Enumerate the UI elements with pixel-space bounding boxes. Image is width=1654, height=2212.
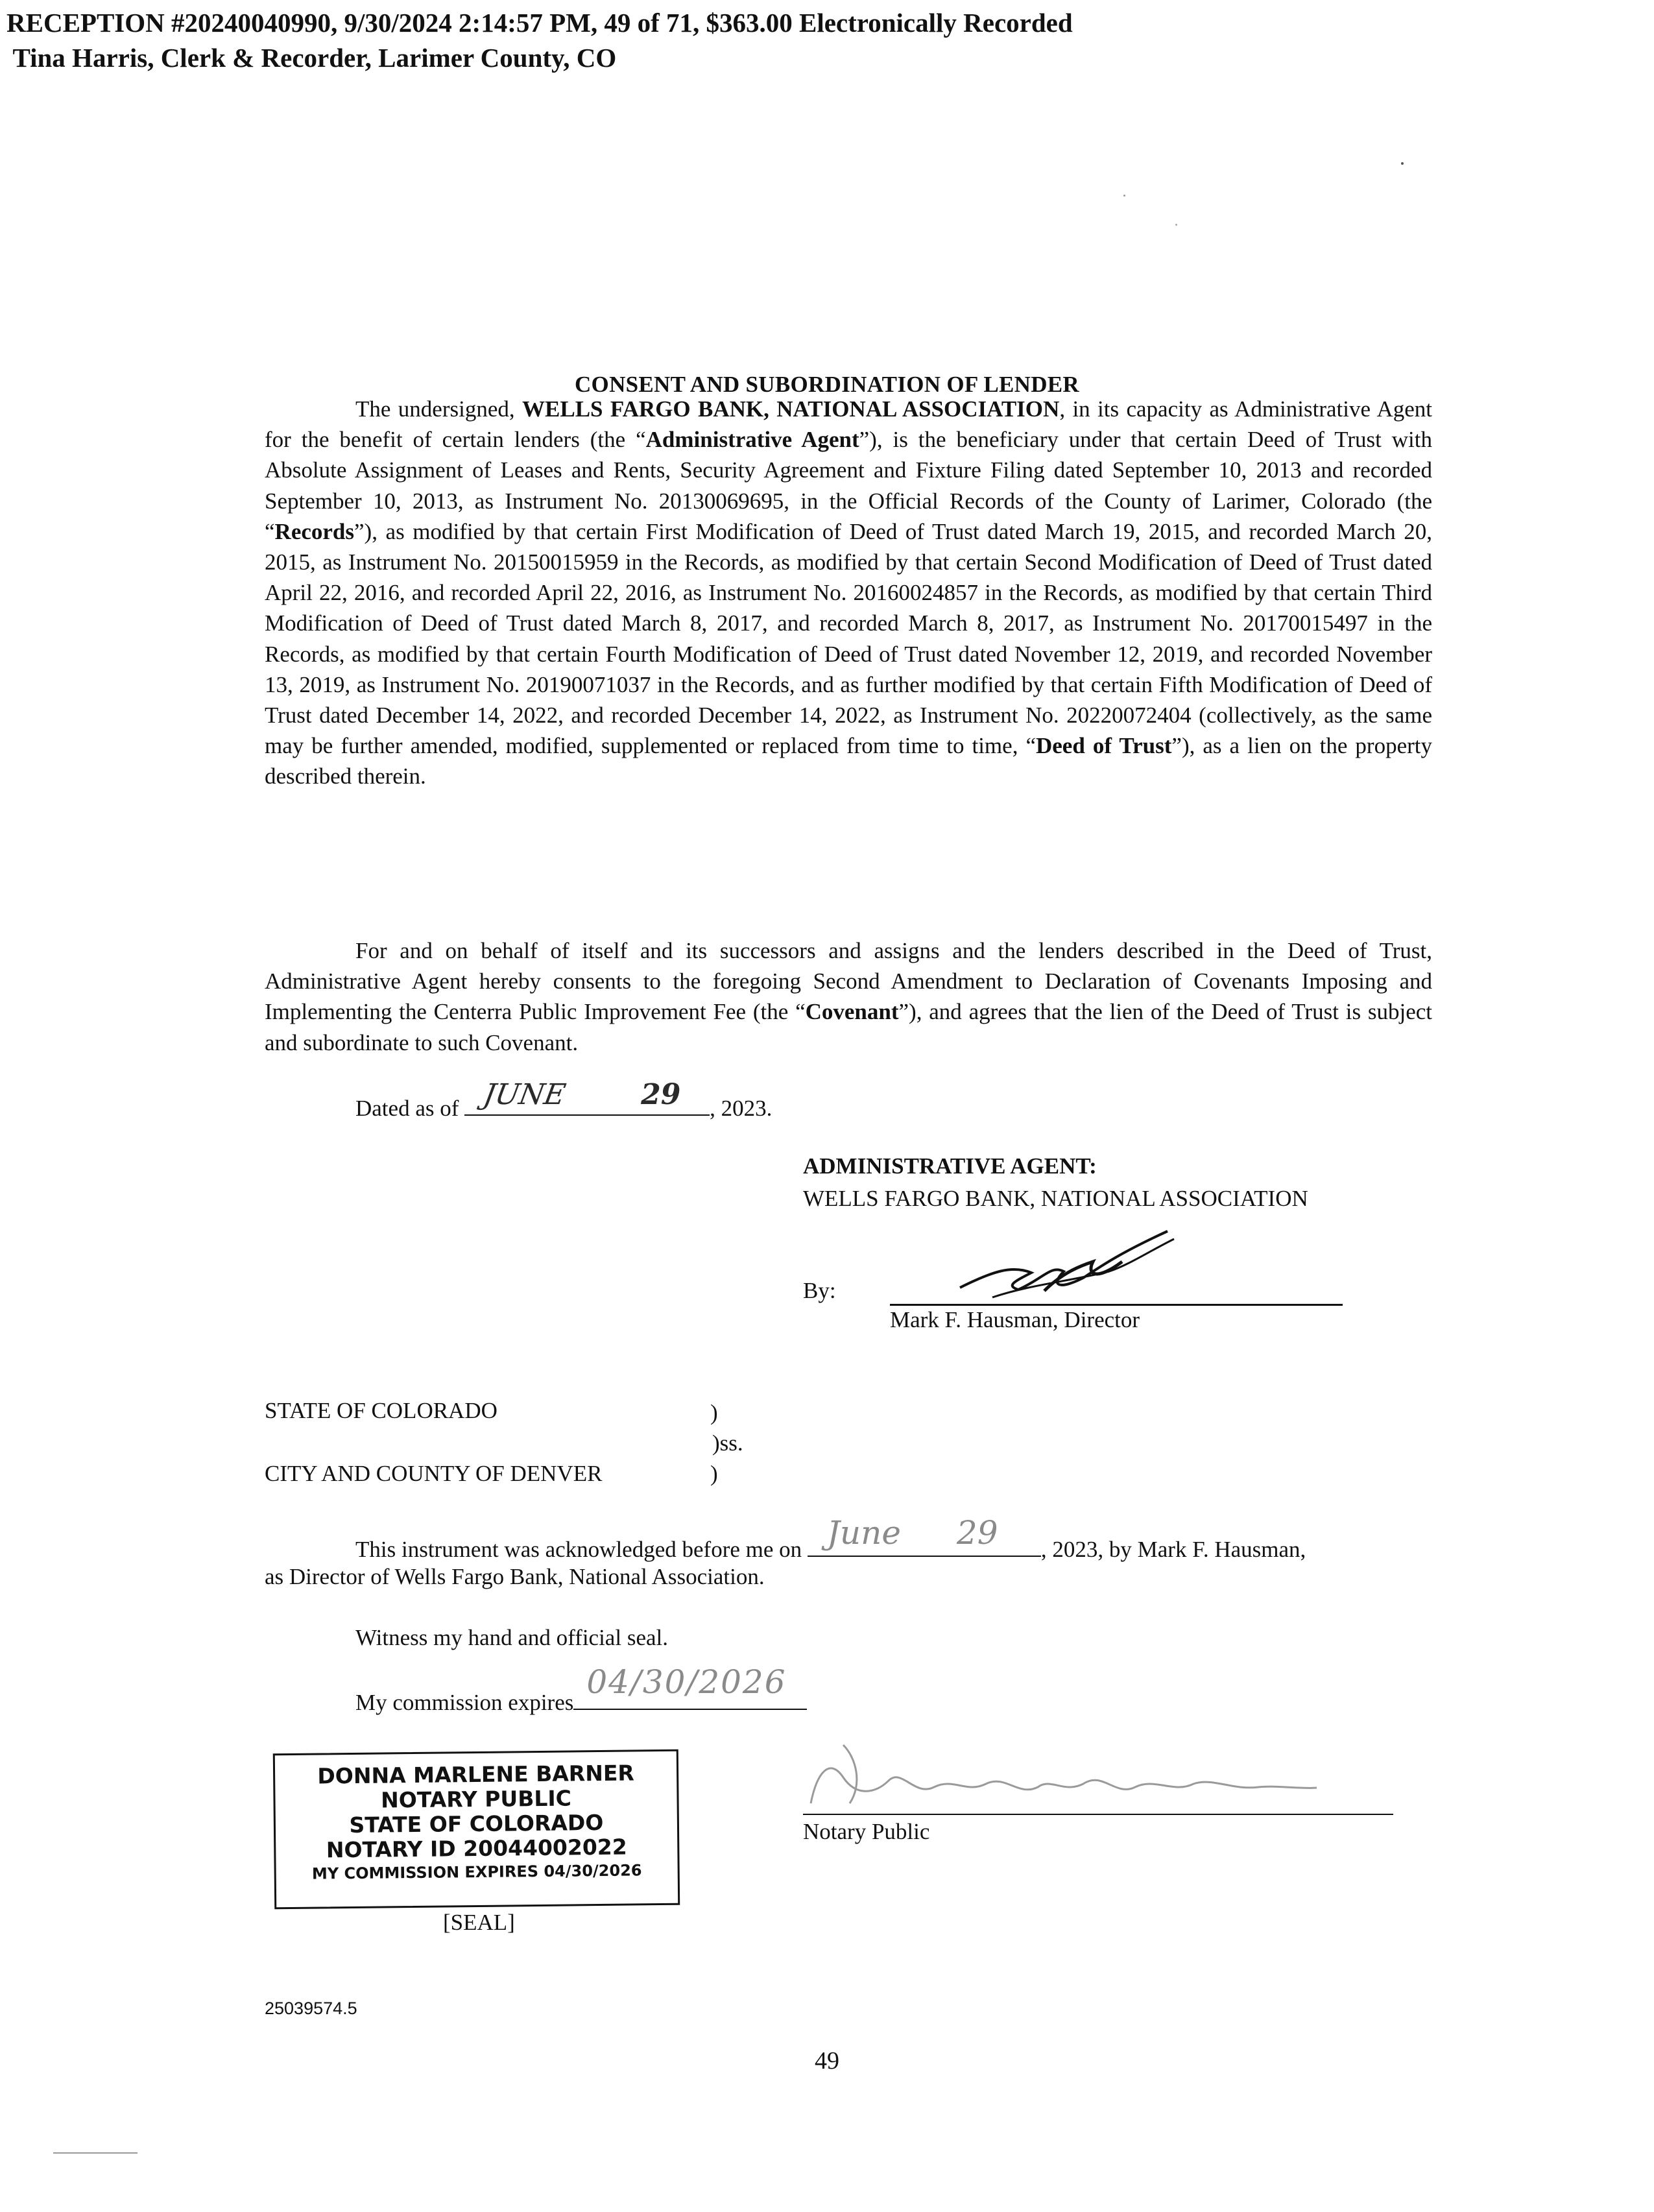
paragraph-text: ”), as modified by that certain First Modification of Deed of Trust dated March 19, 2015, and recorded March 20, 2015, as Instrument No. 20150015959 in the Records, as modified by that certain Second Modification of Deed of Trust dated April 22, 2016, and recorded April 22, 2016, as Instrument No. 20160024857 in the Records, as modified by that certain Third Modification of Deed of Trust dated March 8, 2017, and recorded March 8, 2017, as Instrument No. 20170015497 in the Records, as modified by that certain Fourth Modification of Deed of Trust dated November 12, 2019, and recorded November 13, 2019, as Instrument No. 20190071037 in the Records, and as further modified by that certain Fifth Modification of Deed of Trust dated December 14, 2022, and recorded December 14, 2022, as Instrument No. 20220072404 (collectively, as the same may be further amended, modified, supplemented or replaced from time to time, “ <box>265 518 1432 759</box>
bold-term: Covenant <box>805 999 899 1025</box>
notary-stamp <box>273 1749 680 1910</box>
stamp-notary-id: NOTARY ID 20044002022 <box>326 1834 627 1863</box>
recording-header-line1: RECEPTION #20240040990, 9/30/2024 2:14:57 PM, 49 of 71, $363.00 Electronically Recorded <box>6 8 1073 38</box>
document-title: CONSENT AND SUBORDINATION OF LENDER <box>574 372 1080 397</box>
stamp-commission: MY COMMISSION EXPIRES 04/30/2026 <box>311 1861 642 1883</box>
paragraph-text: ”), as a lien on the property described therein. <box>265 733 1432 789</box>
handwritten-month: JUNE <box>481 1078 568 1111</box>
commission-blank <box>573 1663 807 1710</box>
venue-paren: ) <box>710 1400 718 1425</box>
paragraph-text: The undersigned, <box>355 396 522 422</box>
paragraph-text: ”), is the beneficiary under that certain Deed of Trust with Absolute Assignment of Leases and Rents, Security Agreement and Fixture Filing dated September 10, 2013 and recorded September 10, 2013, as Instrument No. 20130069695, in the Official Records of the County of Larimer, Colorado (the “ <box>265 427 1433 544</box>
acknowledgment-line1 <box>355 1514 1306 1563</box>
handwritten-ack-month: June <box>826 1514 901 1552</box>
agent-label: ADMINISTRATIVE AGENT: <box>803 1153 1097 1179</box>
paragraph-text: ”), and agrees that the lien of the Deed of Trust is subject and subordinate to such Covenant. <box>265 999 1432 1055</box>
handwritten-day: 29 <box>641 1078 681 1111</box>
director-signature <box>953 1226 1200 1310</box>
paragraph-text: For and on behalf of itself and its successors and assigns and the lenders described in the Deed of Trust, Administrative Agent hereby consents to the foregoing Second Amendment to Declaration of Covenants Imposing and Implementing the Centerra Public Improvement Fee (the “ <box>265 938 1432 1025</box>
recording-header-line2: Tina Harris, Clerk & Recorder, Larimer County, CO <box>6 43 617 73</box>
acknowledgment-line2: as Director of Wells Fargo Bank, National Association. <box>265 1564 765 1589</box>
venue-ss: )ss. <box>712 1430 743 1456</box>
ack-prefix: This instrument was acknowledged before me on <box>355 1537 802 1562</box>
witness-line: Witness my hand and official seal. <box>355 1625 668 1650</box>
bold-term: Deed of Trust <box>1036 733 1172 759</box>
ack-date-blank <box>808 1514 1041 1557</box>
venue-county: CITY AND COUNTY OF DENVER <box>265 1461 603 1486</box>
paragraph-consent <box>265 935 1432 1058</box>
dated-prefix: Dated as of <box>355 1096 459 1121</box>
commission-prefix: My commission expires <box>355 1690 574 1715</box>
notary-signature <box>804 1732 1323 1816</box>
recording-header <box>6 5 1073 75</box>
signature-line <box>890 1304 1343 1306</box>
notary-public-label: Notary Public <box>803 1819 930 1844</box>
document-id: 25039574.5 <box>265 1999 357 2018</box>
scan-speck <box>1175 224 1177 226</box>
stamp-state: STATE OF COLORADO <box>349 1809 604 1838</box>
handwritten-commission-date: 04/30/2026 <box>586 1663 787 1701</box>
commission-line <box>355 1663 807 1716</box>
paragraph-text: , in its capacity as Administrative Agent for the benefit of certain lenders (the “ <box>265 396 1432 453</box>
page-number: 49 <box>815 2047 839 2074</box>
handwritten-ack-day: 29 <box>956 1514 998 1552</box>
by-label: By: <box>803 1278 836 1303</box>
dated-date-blank <box>464 1078 710 1116</box>
ack-suffix: , 2023, by Mark F. Hausman, <box>1040 1537 1306 1562</box>
stamp-title: NOTARY PUBLIC <box>380 1785 572 1813</box>
agent-block <box>803 1150 1308 1215</box>
signer-name: Mark F. Hausman, Director <box>890 1307 1140 1332</box>
agent-name: WELLS FARGO BANK, NATIONAL ASSOCIATION <box>803 1186 1308 1211</box>
bold-term: Administrative Agent <box>645 427 859 453</box>
venue-paren: ) <box>710 1461 718 1486</box>
paragraph-beneficiary <box>265 394 1432 792</box>
scan-speck <box>1401 162 1404 165</box>
dated-suffix: , 2023. <box>710 1096 773 1121</box>
dated-line <box>355 1078 773 1122</box>
bold-term: WELLS FARGO BANK, NATIONAL ASSOCIATION <box>522 396 1060 422</box>
seal-label: [SEAL] <box>443 1910 515 1935</box>
notary-signature-line <box>803 1814 1393 1815</box>
venue-state: STATE OF COLORADO <box>265 1398 497 1423</box>
scan-speck <box>1123 195 1125 197</box>
scan-mark <box>53 2152 138 2154</box>
stamp-notary-name: DONNA MARLENE BARNER <box>317 1760 635 1789</box>
bold-term: Records <box>274 518 355 544</box>
